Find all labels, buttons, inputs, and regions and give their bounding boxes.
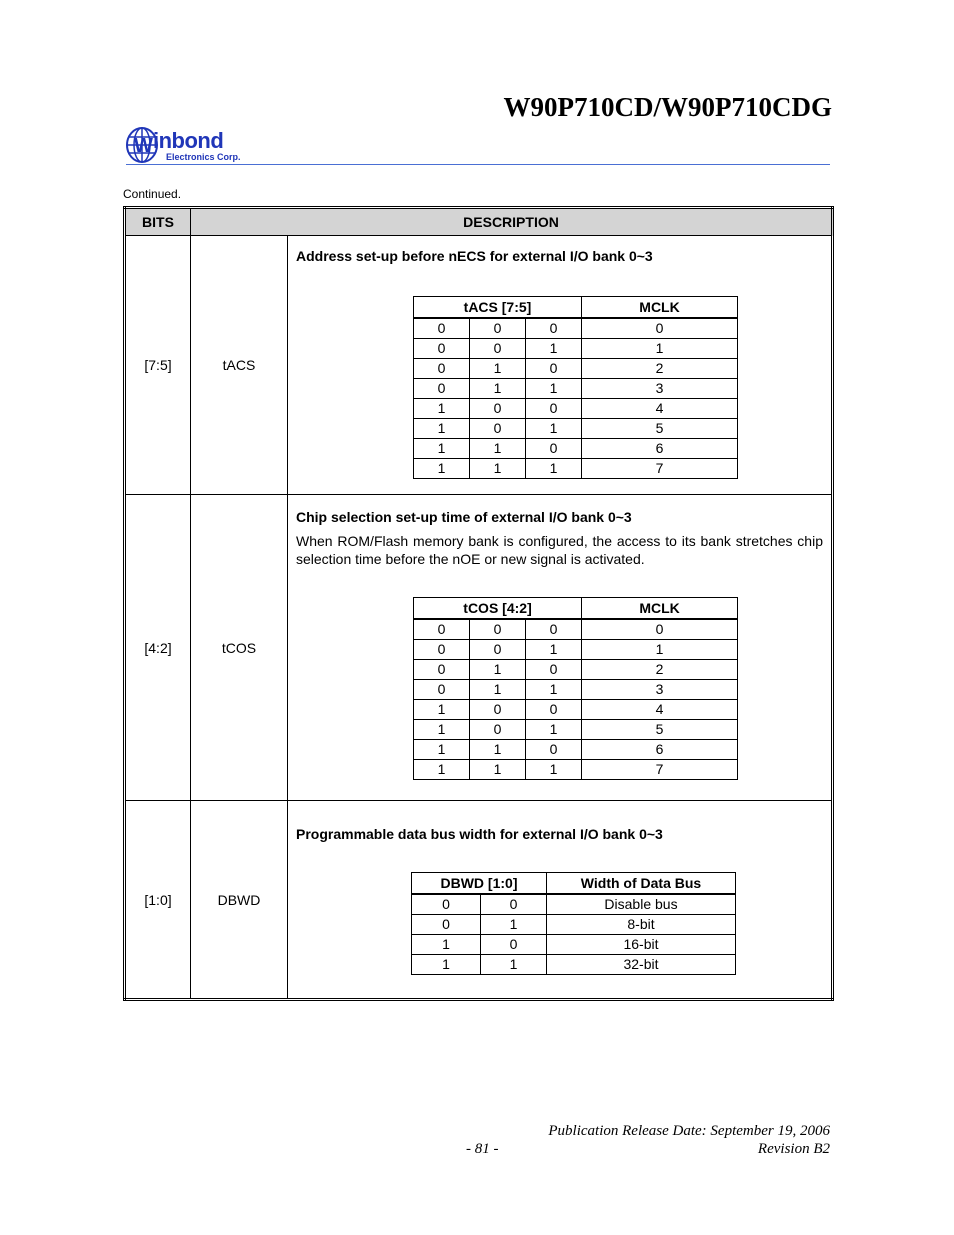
sub-cell: 0 [470,318,526,339]
header-rule [126,164,830,165]
sub-cell: 1 [481,955,547,975]
sub-cell: 0 [470,399,526,419]
sub-cell: 0 [414,359,470,379]
sub-table-row [414,359,738,379]
sub-table-row [414,339,738,359]
sub-table-row [414,619,738,640]
bits-cell: [4:2] [125,495,191,801]
sub-cell: 2 [582,359,738,379]
description-header: DESCRIPTION [191,208,833,236]
sub-cell: 0 [412,894,481,915]
sub-cell: 1 [526,379,582,399]
sub-cell: 0 [414,318,470,339]
sub-cell: 0 [526,359,582,379]
page-number: - 81 - [466,1141,499,1157]
table-row [125,495,833,801]
sub-table-row [412,894,736,915]
sub-cell: 0 [526,619,582,640]
sub-table-row [414,740,738,760]
sub-cell: 0 [470,640,526,660]
sub-cell: 1 [470,660,526,680]
sub-cell: 16-bit [547,935,736,955]
sub-cell: 32-bit [547,955,736,975]
sub-table-row [414,640,738,660]
sub-cell: 6 [582,439,738,459]
tacs-value-table [413,296,738,479]
sub-cell: 5 [582,720,738,740]
sub-cell: 1 [470,359,526,379]
description-title: Programmable data bus width for external I/O bank 0~3 [296,826,663,842]
sub-cell: 1 [414,459,470,479]
sub-cell: 1 [412,935,481,955]
description-cell [288,495,833,801]
sub-cell: 0 [526,740,582,760]
sub-cell: 4 [582,399,738,419]
sub-cell: 0 [526,660,582,680]
sub-cell: 4 [582,700,738,720]
sub-cell: 1 [414,720,470,740]
sub-table-row [412,955,736,975]
description-text: When ROM/Flash memory bank is configured, the access to its bank stretches chip selection time before the nOE or new signal is activated. [296,533,823,567]
sub-cell: 0 [526,439,582,459]
sub-cell: 7 [582,760,738,780]
table-row [125,801,833,1000]
sub-cell: 1 [526,419,582,439]
sub-table-row [414,700,738,720]
sub-cell: 0 [582,619,738,640]
sub-cell: 1 [470,439,526,459]
sub-cell: 2 [582,660,738,680]
bits-cell: [7:5] [125,236,191,495]
sub-table-row [414,459,738,479]
sub-cell: 0 [481,894,547,915]
sub-cell: 1 [526,339,582,359]
winbond-logo [126,125,251,167]
sub-table-row [414,379,738,399]
sub-cell: 0 [526,318,582,339]
svg-text:W: W [134,135,153,157]
sub-cell: 1 [414,700,470,720]
sub-table-row [414,680,738,700]
sub-cell: 3 [582,379,738,399]
sub-cell: 1 [526,680,582,700]
sub-cell: 0 [526,700,582,720]
sub-cell: 0 [414,640,470,660]
sub-cell: 1 [470,680,526,700]
sub-cell: 1 [470,760,526,780]
sub-table-row [412,935,736,955]
sub-table-row [414,318,738,339]
sub-cell: 1 [582,339,738,359]
table-row [125,236,833,495]
publication-date: Publication Release Date: September 19, 2006 [548,1123,830,1139]
sub-cell: 0 [481,935,547,955]
sub-cell: 0 [412,915,481,935]
sub-cell: 1 [414,399,470,419]
description-title: Address set-up before nECS for external I/O bank 0~3 [296,248,653,264]
logo-subtitle: Electronics Corp. [166,152,241,162]
tcos-value-table [413,597,738,780]
sub-table-row [414,399,738,419]
sub-table-row [412,915,736,935]
sub-cell: 0 [470,339,526,359]
sub-cell: 1 [526,640,582,660]
sub-cell: 1 [414,740,470,760]
sub-cell: 1 [414,419,470,439]
register-bits-table [123,206,834,1001]
description-cell [288,801,833,1000]
sub-cell: 8-bit [547,915,736,935]
field-name-cell: tCOS [191,495,288,801]
sub-cell: 0 [414,619,470,640]
bits-header: BITS [125,208,191,236]
sub-cell: 0 [470,419,526,439]
sub-cell: 1 [412,955,481,975]
sub-cell: 0 [526,399,582,419]
sub-table-row [414,760,738,780]
sub-cell: 6 [582,740,738,760]
sub-table-row [414,419,738,439]
sub-cell: 0 [582,318,738,339]
sub-cell: 0 [414,660,470,680]
sub-cell: 0 [414,379,470,399]
sub-cell: 1 [414,439,470,459]
sub-cell: Disable bus [547,894,736,915]
table-header-row [125,208,833,236]
sub-header: Width of Data Bus [547,873,736,895]
document-title: W90P710CD/W90P710CDG [503,92,832,122]
sub-header: MCLK [582,297,738,319]
sub-cell: 1 [481,915,547,935]
continued-note: Continued. [123,187,182,201]
field-name-cell: DBWD [191,801,288,1000]
sub-header: MCLK [582,598,738,620]
sub-cell: 1 [470,379,526,399]
sub-cell: 1 [582,640,738,660]
sub-table-row [414,439,738,459]
bits-cell: [1:0] [125,801,191,1000]
sub-table-row [414,720,738,740]
description-title: Chip selection set-up time of external I/O bank 0~3 [296,509,632,525]
sub-table-row [414,660,738,680]
sub-header: DBWD [1:0] [412,873,547,895]
sub-header: tCOS [4:2] [414,598,582,620]
sub-cell: 0 [470,619,526,640]
sub-cell: 1 [526,720,582,740]
sub-cell: 1 [414,760,470,780]
sub-cell: 5 [582,419,738,439]
sub-cell: 1 [470,740,526,760]
sub-cell: 0 [470,700,526,720]
sub-cell: 0 [414,680,470,700]
sub-cell: 1 [526,760,582,780]
description-cell [288,236,833,495]
dbwd-value-table [411,872,736,975]
sub-cell: 7 [582,459,738,479]
sub-cell: 1 [526,459,582,479]
sub-header: tACS [7:5] [414,297,582,319]
sub-cell: 0 [470,720,526,740]
revision-label: Revision B2 [757,1141,830,1157]
sub-cell: 0 [414,339,470,359]
logo-wordmark: inbond [153,128,224,153]
field-name-cell: tACS [191,236,288,495]
sub-cell: 1 [470,459,526,479]
sub-cell: 3 [582,680,738,700]
